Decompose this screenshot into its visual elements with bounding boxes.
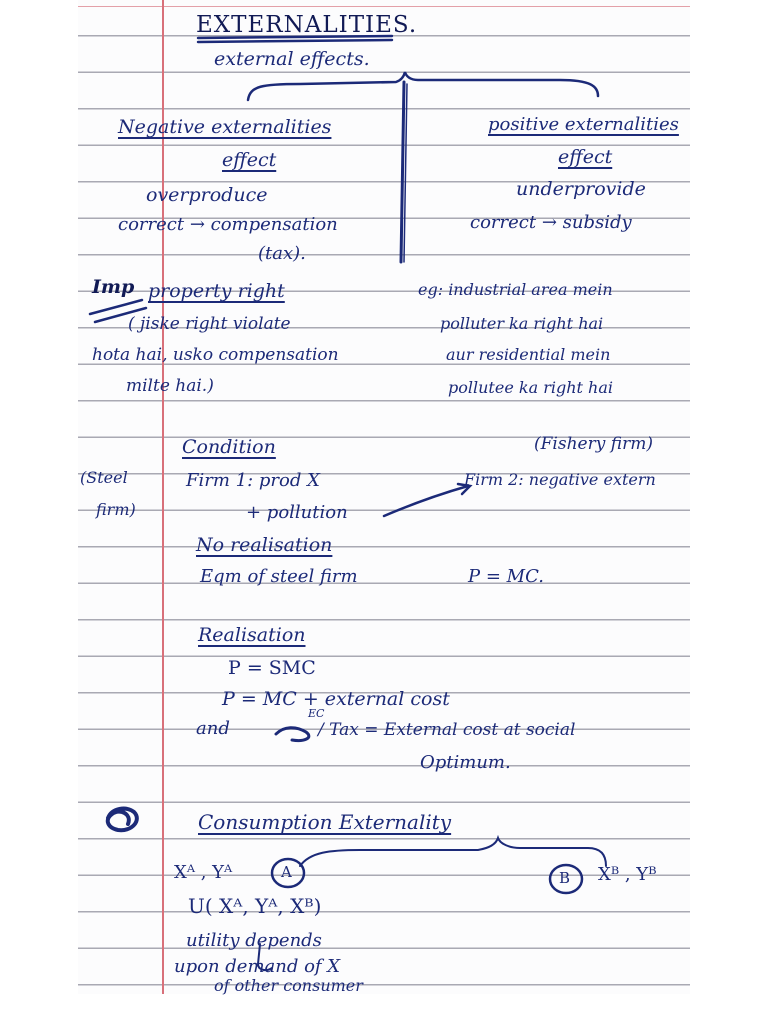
positive-point: underprovide [516, 178, 646, 200]
p-equals-mc: P = MC. [468, 566, 544, 587]
negative-effect-label: effect [222, 149, 277, 171]
pollution-text: + pollution [246, 502, 348, 523]
no-realisation-heading: No realisation [196, 534, 333, 556]
positive-externalities-heading: positive externalities [488, 114, 679, 135]
eg-line-3: aur residential mein [446, 345, 611, 364]
utility-function: U( Xᴬ, Yᴬ, Xᴮ) [188, 894, 322, 918]
condition-heading: Condition [182, 436, 276, 458]
steel-firm-label-top: (Steel [80, 468, 128, 487]
realisation-line-3: / Tax = External cost at social [318, 720, 576, 740]
consumer-a-vars: Xᴬ , Yᴬ [174, 862, 233, 883]
positive-correct: correct → subsidy [470, 212, 632, 233]
steel-firm-label-bottom: firm) [96, 500, 136, 519]
margin-line [162, 0, 164, 994]
page-top-rule [78, 6, 690, 7]
negative-tax: (tax). [258, 243, 306, 264]
realisation-line-4: Optimum. [420, 752, 511, 773]
fishery-firm-label: (Fishery firm) [534, 434, 653, 454]
utility-line-3: of other consumer [214, 976, 363, 995]
negative-correct: correct → compensation [118, 214, 338, 235]
consumer-b-label: B [559, 869, 571, 887]
firm-2-text: Firm 2: negative extern [464, 470, 656, 489]
property-right-heading: property right [148, 280, 285, 302]
consumption-heading: Consumption Externality [198, 810, 452, 834]
property-line-1: ( jiske right violate [128, 314, 291, 334]
page-subtitle: external effects. [214, 48, 370, 70]
property-line-2: hota hai, usko compensation [92, 345, 339, 365]
firm-1-text: Firm 1: prod X [186, 470, 320, 491]
property-line-3: milte hai.) [126, 376, 214, 396]
realisation-ec: EC [308, 707, 325, 720]
eg-line-4: pollutee ka right hai [448, 378, 613, 397]
realisation-line-2: P = MC + external cost [222, 688, 450, 710]
utility-line-1: utility depends [186, 930, 322, 951]
positive-effect-label: effect [558, 146, 613, 168]
imp-tag: Imp [92, 276, 135, 298]
realisation-heading: Realisation [198, 624, 306, 646]
eg-line-2: polluter ka right hai [440, 314, 604, 333]
negative-point: overproduce [146, 184, 268, 206]
consumer-a-label: A [281, 863, 292, 881]
utility-line-2: upon demand of X [174, 956, 341, 977]
realisation-and: and [196, 718, 230, 739]
realisation-line-1: P = SMC [228, 657, 316, 679]
page-title: EXTERNALITIES. [196, 12, 418, 38]
eg-line-1: eg: industrial area mein [418, 280, 613, 299]
negative-externalities-heading: Negative externalities [118, 116, 332, 138]
equilibrium-text: Eqm of steel firm [200, 566, 358, 587]
consumer-b-vars: Xᴮ , Yᴮ [598, 864, 657, 885]
